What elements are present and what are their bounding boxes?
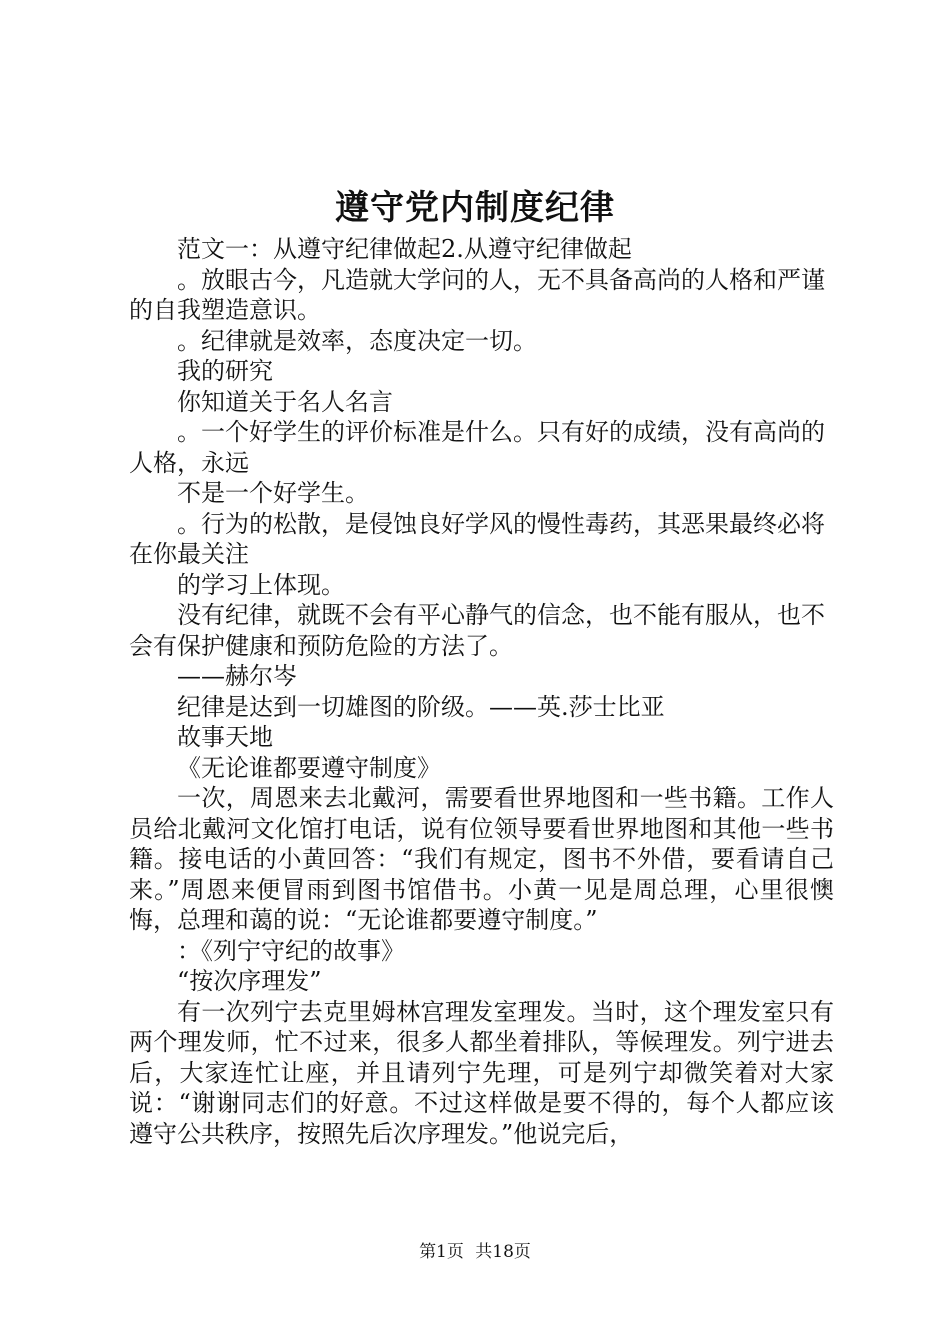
story-subtitle: “按次序理发” xyxy=(177,967,322,995)
paragraph: 。一个好学生的评价标准是什么。只有好的成绩，没有高尚的人格，永远 xyxy=(129,418,825,477)
paragraph: 。行为的松散，是侵蚀良好学风的慢性毒药，其恶果最终必将在你最关注 xyxy=(129,509,825,568)
paragraph: 我的研究 xyxy=(177,357,273,385)
page-number: 第1页 xyxy=(419,1242,464,1262)
paragraph: 你知道关于名人名言 xyxy=(177,387,393,416)
document-title: 遵守党内制度纪律 xyxy=(335,188,615,228)
paragraph: 纪律是达到一切雄图的阶级。——英.莎士比亚 xyxy=(177,692,665,721)
document-body xyxy=(129,234,834,1149)
paragraph: 的学习上体现。 xyxy=(177,570,345,599)
page-footer xyxy=(0,1240,950,1264)
paragraph: 。纪律就是效率，态度决定一切。 xyxy=(177,326,537,355)
quote-attribution: ——赫尔岑 xyxy=(177,662,297,690)
paragraph: 有一次列宁去克里姆林宫理发室理发。当时，这个理发室只有两个理发师，忙不过来，很多人都坐着排队，等候理发。列宁进去后，大家连忙让座，并且请列宁先理，可是列宁却微笑着对大家说：“谢谢同志们的好意。不过这样做是要不得的，每个人都应该遵守公共秩序，按照先后次序理发。”他说完后， xyxy=(129,997,834,1148)
paragraph: 没有纪律，就既不会有平心静气的信念，也不能有服从，也不会有保护健康和预防危险的方法了。 xyxy=(129,601,825,660)
paragraph: 。放眼古今，凡造就大学问的人，无不具备高尚的人格和严谨的自我塑造意识。 xyxy=(129,265,825,324)
story-title: 《无论谁都要遵守制度》 xyxy=(177,753,441,782)
paragraph: 范文一：从遵守纪律做起2.从遵守纪律做起 xyxy=(177,235,632,263)
paragraph: 不是一个好学生。 xyxy=(177,479,369,507)
paragraph: 一次，周恩来去北戴河，需要看世界地图和一些书籍。工作人员给北戴河文化馆打电话，说有位领导要看世界地图和其他一些书籍。接电话的小黄回答：“我们有规定，图书不外借，要看请自己来。”周恩来便冒雨到图书馆借书。小黄一见是周总理，心里很懊悔，总理和蔼的说：“无论谁都要遵守制度。” xyxy=(129,784,834,934)
section-heading: 故事天地 xyxy=(177,723,273,751)
page-total: 共18页 xyxy=(475,1242,531,1262)
story-title: ：《列宁守纪的故事》 xyxy=(177,936,405,965)
